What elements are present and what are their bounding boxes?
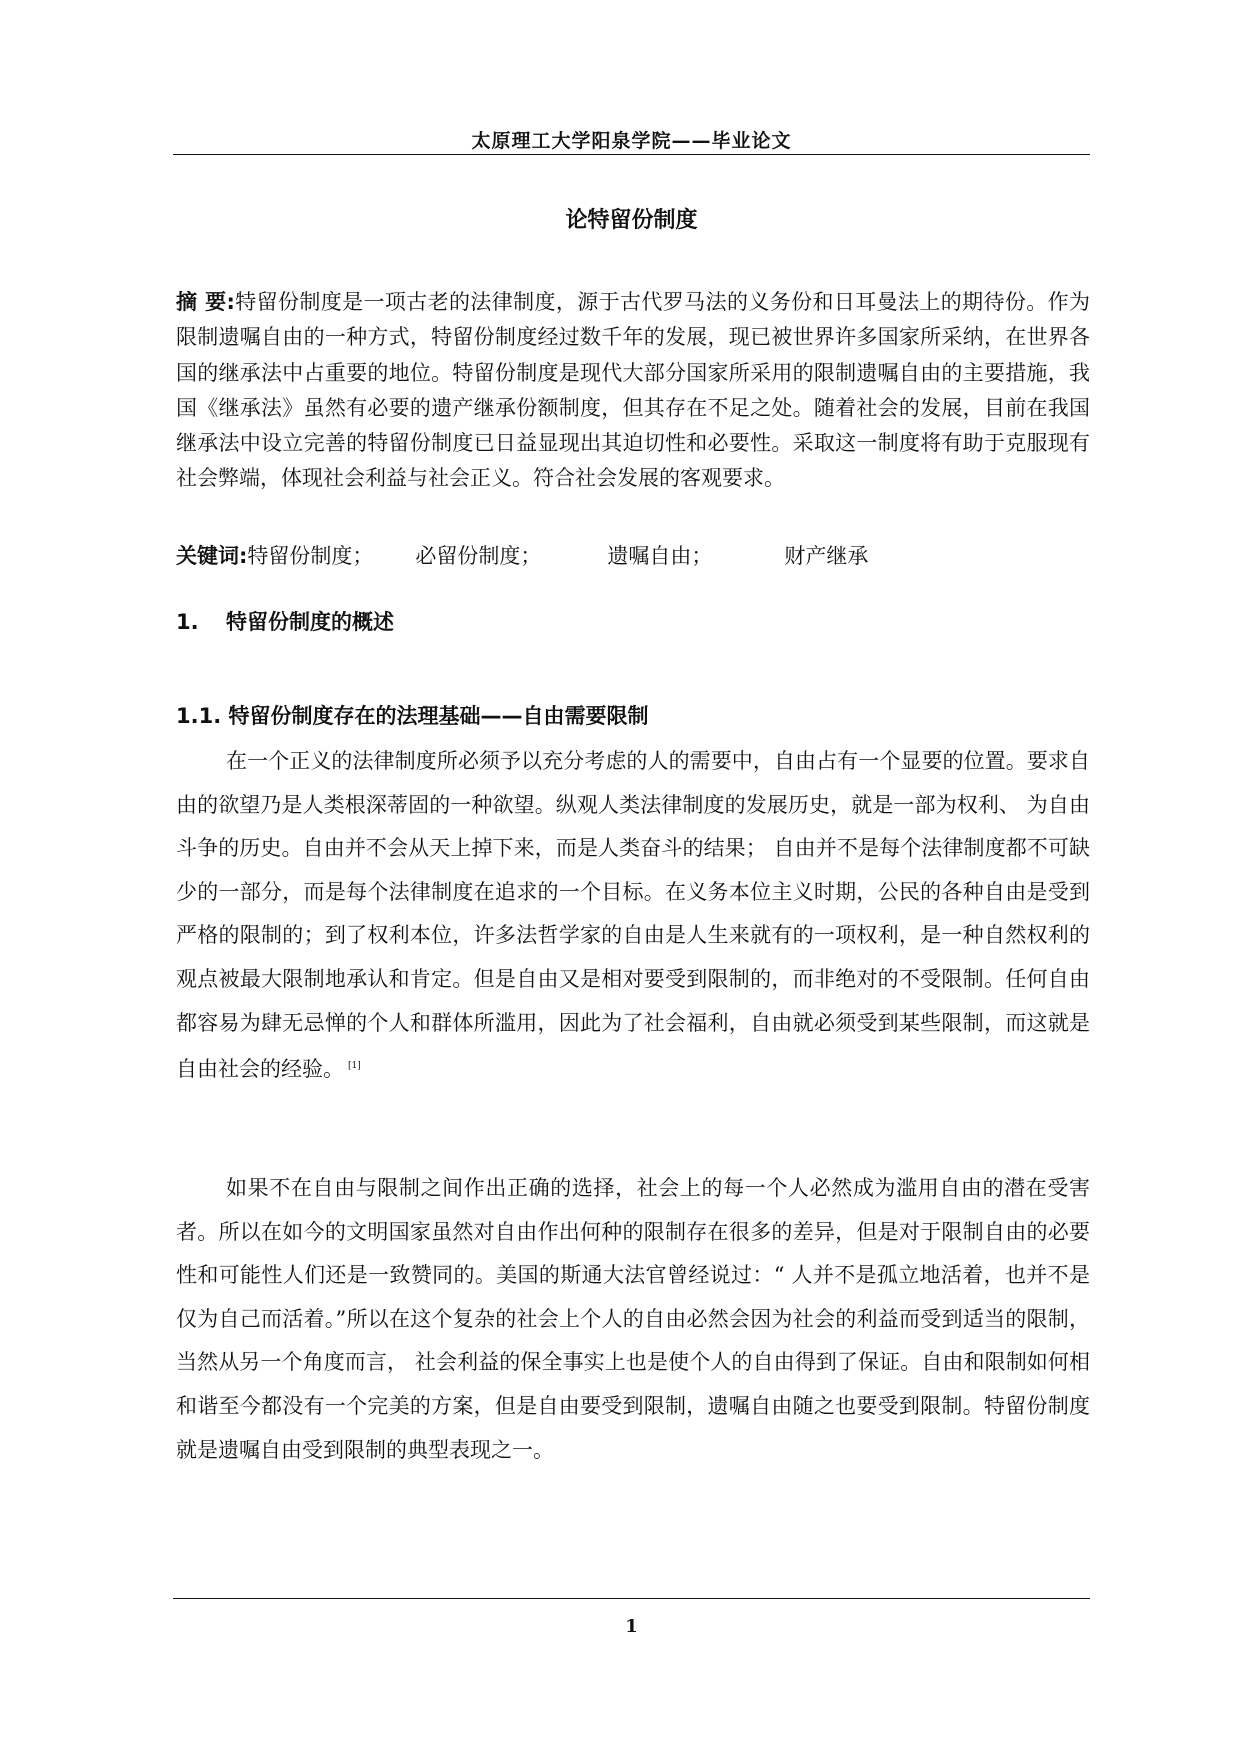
section-heading-1	[176, 606, 394, 636]
abstract-label: 摘 要:	[176, 290, 235, 314]
paper-title: 论特留份制度	[565, 208, 698, 233]
subsection-heading-1-1: 1.1. 特留份制度存在的法理基础——自由需要限制	[176, 704, 649, 728]
abstract-text: 特留份制度是一项古老的法律制度，源于古代罗马法的义务份和日耳曼法上的期待份。作为限制遗嘱自由的一种方式，特留份制度经过数千年的发展，现已被世界许多国家所采纳，在世界各国的继承法中占重要的地位。特留份制度是现代大部分国家所采用的限制遗嘱自由的主要措施，我国《继承法》虽然有必要的遗产继承份额制度，但其存在不足之处。随着社会的发展，目前在我国继承法中设立完善的特留份制度已日益显现出其迫切性和必要性。采取这一制度将有助于克服现有社会弊端，体现社会利益与社会正义。符合社会发展的客观要求。	[176, 290, 1091, 491]
citation-marker: [1]	[348, 1061, 361, 1072]
keyword-item: 特留份制度；	[247, 544, 374, 568]
keyword-item: 财产继承	[784, 544, 869, 568]
keyword-item: 必留份制度；	[415, 544, 542, 568]
section-title: 特留份制度的概述	[226, 610, 394, 634]
body-paragraph-2: 如果不在自由与限制之间作出正确的选择，社会上的每一个人必然成为滥用自由的潜在受害者。所以在如今的文明国家虽然对自由作出何种的限制存在很多的差异，但是对于限制自由的必要性和可能性人们还是一致赞同的。美国的斯通大法官曾经说过：“ 人并不是孤立地活着，也并不是仅为自己而活着。”所以在这个复杂的社会上个人的自由必然会因为社会的利益而受到适当的限制，当然从另一个角度而言， 社会利益的保全事实上也是使个人的自由得到了保证。自由和限制如何相和谐至今都没有一个完美的方案，但是自由要受到限制，遗嘱自由随之也要受到限制。特留份制度就是遗嘱自由受到限制的典型表现之一。	[176, 1176, 1090, 1462]
keywords-label: 关键词:	[176, 544, 248, 568]
section-number: 1.	[176, 610, 199, 634]
abstract-block	[176, 285, 1090, 497]
keyword-item: 遗嘱自由；	[607, 544, 713, 568]
footer-divider	[173, 1598, 1090, 1599]
paragraph-text: 在一个正义的法律制度所必须予以充分考虑的人的需要中，自由占有一个显要的位置。要求自由的欲望乃是人类根深蒂固的一种欲望。纵观人类法律制度的发展历史，就是一部为权利、 为自由斗争的历史。自由并不会从天上掉下来，而是人类奋斗的结果； 自由并不是每个法律制度都不可缺少的一部分，而是每个法律制度在追求的一个目标。在义务本位主义时期，公民的各种自由是受到严格的限制的；到了权利本位，许多法哲学家的自由是人生来就有的一项权利，是一种自然权利的观点被最大限制地承认和肯定。但是自由又是相对要受到限制的，而非绝对的不受限制。任何自由都容易为肆无忌惮的个人和群体所滥用，因此为了社会福利，自由就必须受到某些限制，而这就是自由社会的经验。	[176, 749, 1090, 1082]
keywords-line	[176, 540, 1090, 570]
body-paragraph-1	[176, 740, 1090, 1092]
header-divider	[173, 154, 1090, 155]
page-number: 1	[625, 1616, 638, 1637]
running-header: 太原理工大学阳泉学院——毕业论文	[471, 130, 792, 152]
